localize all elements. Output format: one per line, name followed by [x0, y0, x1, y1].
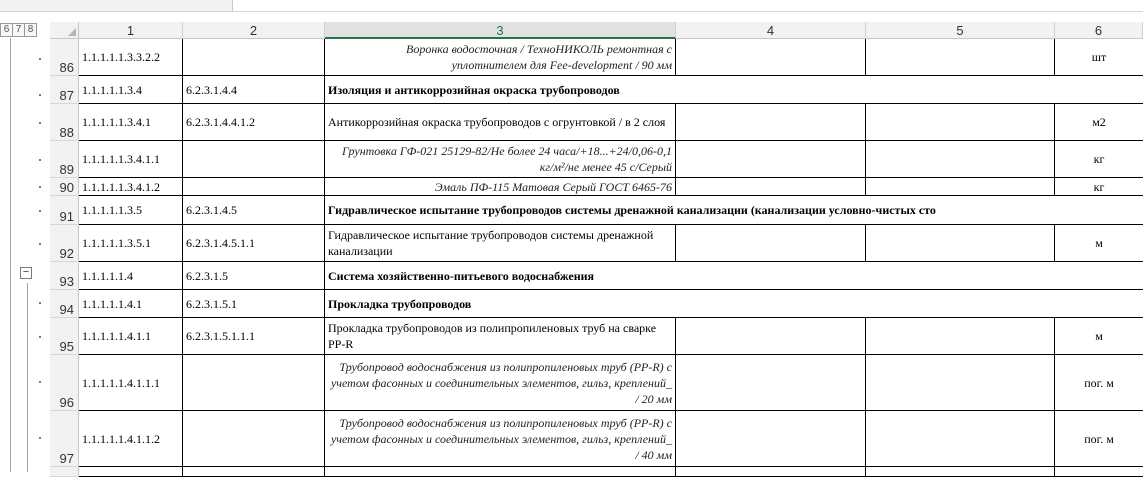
row-header[interactable]: 97 [50, 411, 79, 467]
row-header[interactable]: 88 [50, 104, 79, 141]
row-header[interactable]: 96 [50, 355, 79, 411]
cell-description[interactable]: Воронка водосточная / ТехноНИКОЛЬ ремонтная с уплотнителем для Fee-development / 90 мм [325, 39, 676, 76]
outline-dot [39, 437, 41, 439]
column-header-4[interactable]: 4 [676, 22, 866, 39]
outline-level-8-button[interactable]: 8 [24, 23, 37, 37]
cell-code[interactable]: 1.1.1.1.1.4 [79, 262, 183, 290]
cell-description[interactable]: Эмаль ПФ-115 Матовая Серый ГОСТ 6465-76 [325, 178, 676, 196]
cell-code[interactable]: 1.1.1.1.1.4.1 [79, 290, 183, 318]
cell-code-alt[interactable]: 6.2.3.1.5.1 [183, 290, 325, 318]
cell-code[interactable]: 1.1.1.1.1.3.4 [79, 76, 183, 104]
name-box[interactable] [0, 0, 233, 11]
cell-unit[interactable] [1055, 467, 1143, 477]
cell-code[interactable]: 1.1.1.1.1.3.3.2.2 [79, 39, 183, 76]
row-header[interactable] [50, 467, 79, 477]
column-header-3[interactable]: 3 [325, 22, 676, 39]
cell-code-alt[interactable]: 6.2.3.1.4.4.1.2 [183, 104, 325, 141]
cell-col4[interactable] [676, 39, 866, 76]
cell-col5[interactable] [866, 104, 1055, 141]
select-all-corner[interactable] [50, 22, 79, 39]
cell-code-alt[interactable] [183, 467, 325, 477]
table-row [0, 355, 1143, 411]
outline-dot [39, 58, 41, 60]
cell-code[interactable]: 1.1.1.1.1.3.5.1 [79, 225, 183, 262]
cell-col5[interactable] [866, 467, 1055, 477]
cell-unit[interactable]: м [1055, 318, 1143, 355]
cell-col4[interactable] [676, 141, 866, 178]
table-row [0, 76, 1143, 104]
cell-unit[interactable]: м [1055, 225, 1143, 262]
cell-col4[interactable] [676, 104, 866, 141]
table-row [0, 196, 1143, 225]
cell-unit[interactable]: кг [1055, 141, 1143, 178]
cell-description[interactable]: Трубопровод водоснабжения из полипропиленовых труб (PP-R) с учетом фасонных и соединительных элементов, гильз, креплений_ / 20 мм [325, 355, 676, 411]
table-row [0, 39, 1143, 76]
cell-code[interactable]: 1.1.1.1.1.3.5 [79, 196, 183, 225]
row-header[interactable]: 90 [50, 178, 79, 196]
row-header[interactable]: 92 [50, 225, 79, 262]
cell-section-title[interactable]: Изоляция и антикоррозийная окраска трубопроводов [325, 76, 1143, 104]
cell-col5[interactable] [866, 411, 1055, 467]
cell-code-alt[interactable]: 6.2.3.1.4.5 [183, 196, 325, 225]
row-header[interactable]: 87 [50, 76, 79, 104]
cell-unit[interactable]: шт [1055, 39, 1143, 76]
table-row [0, 262, 1143, 290]
table-row [0, 290, 1143, 318]
cell-description[interactable]: Гидравлическое испытание трубопроводов системы дренажной канализации [325, 225, 676, 262]
cell-code-alt[interactable] [183, 355, 325, 411]
row-header[interactable]: 91 [50, 196, 79, 225]
cell-code-alt[interactable] [183, 411, 325, 467]
row-header[interactable]: 93 [50, 262, 79, 290]
outline-dot [39, 94, 41, 96]
cell-code-alt[interactable]: 6.2.3.1.4.5.1.1 [183, 225, 325, 262]
outline-dot [39, 243, 41, 245]
cell-code-alt[interactable] [183, 141, 325, 178]
cell-code[interactable] [79, 467, 183, 477]
table-row [0, 411, 1143, 467]
cell-col5[interactable] [866, 225, 1055, 262]
column-header-6[interactable]: 6 [1055, 22, 1143, 39]
cell-code-alt[interactable] [183, 178, 325, 196]
outline-dot [39, 302, 41, 304]
table-row [0, 225, 1143, 262]
column-header-2[interactable]: 2 [183, 22, 325, 39]
outline-collapse-button[interactable]: − [20, 267, 32, 279]
cell-unit[interactable]: пог. м [1055, 355, 1143, 411]
cell-code[interactable]: 1.1.1.1.1.3.4.1.2 [79, 178, 183, 196]
cell-col5[interactable] [866, 318, 1055, 355]
outline-dot [39, 186, 41, 188]
cell-col5[interactable] [866, 355, 1055, 411]
outline-dot [39, 381, 41, 383]
table-row-partial [0, 467, 1143, 477]
cell-code-alt[interactable]: 6.2.3.1.5 [183, 262, 325, 290]
cell-unit[interactable]: кг [1055, 178, 1143, 196]
outline-dot [39, 336, 41, 338]
cell-col5[interactable] [866, 178, 1055, 196]
outline-dot [39, 122, 41, 124]
outline-level-6-button[interactable]: 6 [0, 23, 13, 37]
cell-code[interactable]: 1.1.1.1.1.3.4.1 [79, 104, 183, 141]
row-header[interactable]: 86 [50, 39, 79, 76]
table-row [0, 178, 1143, 196]
cell-col4[interactable] [676, 355, 866, 411]
outline-dot [39, 159, 41, 161]
cell-code-alt[interactable] [183, 39, 325, 76]
cell-col5[interactable] [866, 39, 1055, 76]
row-header[interactable]: 95 [50, 318, 79, 355]
cell-description[interactable]: Прокладка трубопроводов из полипропиленовых труб на сварке PP-R [325, 318, 676, 355]
row-header[interactable]: 89 [50, 141, 79, 178]
cell-code-alt[interactable]: 6.2.3.1.5.1.1.1 [183, 318, 325, 355]
table-row [0, 104, 1143, 141]
ribbon-edge [0, 0, 1143, 12]
formula-bar[interactable] [232, 0, 1143, 11]
table-row [0, 141, 1143, 178]
table-row [0, 318, 1143, 355]
cell-description[interactable]: Трубопровод водоснабжения из полипропиленовых труб (PP-R) с учетом фасонных и соединительных элементов, гильз, креплений_ / 40 мм [325, 411, 676, 467]
cell-description[interactable]: Грунтовка ГФ-021 25129-82/Не более 24 часа/+18...+24/0,06-0,1 кг/м²/не менее 45 с/Серый [325, 141, 676, 178]
cell-code[interactable]: 1.1.1.1.1.4.1.1.1 [79, 355, 183, 411]
cell-code[interactable]: 1.1.1.1.1.3.4.1.1 [79, 141, 183, 178]
column-header-1[interactable]: 1 [79, 22, 183, 39]
cell-code[interactable]: 1.1.1.1.1.4.1.1 [79, 318, 183, 355]
column-header-5[interactable]: 5 [866, 22, 1055, 39]
cell-col4[interactable] [676, 318, 866, 355]
outline-level-7-button[interactable]: 7 [12, 23, 25, 37]
outline-dot [39, 210, 41, 212]
row-header[interactable]: 94 [50, 290, 79, 318]
cell-col4[interactable] [676, 178, 866, 196]
cell-unit[interactable]: м2 [1055, 104, 1143, 141]
cell-description[interactable] [325, 467, 676, 477]
cell-code-alt[interactable]: 6.2.3.1.4.4 [183, 76, 325, 104]
cell-section-title[interactable]: Прокладка трубопроводов [325, 290, 1143, 318]
cell-code[interactable]: 1.1.1.1.1.4.1.1.2 [79, 411, 183, 467]
cell-col4[interactable] [676, 467, 866, 477]
cell-unit[interactable]: пог. м [1055, 411, 1143, 467]
cell-section-title[interactable]: Гидравлическое испытание трубопроводов системы дренажной канализации (канализации условно-чистых сто [325, 196, 1143, 225]
cell-section-title[interactable]: Система хозяйственно-питьевого водоснабжения [325, 262, 1143, 290]
cell-col5[interactable] [866, 141, 1055, 178]
cell-description[interactable]: Антикоррозийная окраска трубопроводов с огрунтовкой / в 2 слоя [325, 104, 676, 141]
cell-col4[interactable] [676, 411, 866, 467]
cell-col4[interactable] [676, 225, 866, 262]
outline-level-buttons [0, 23, 36, 38]
